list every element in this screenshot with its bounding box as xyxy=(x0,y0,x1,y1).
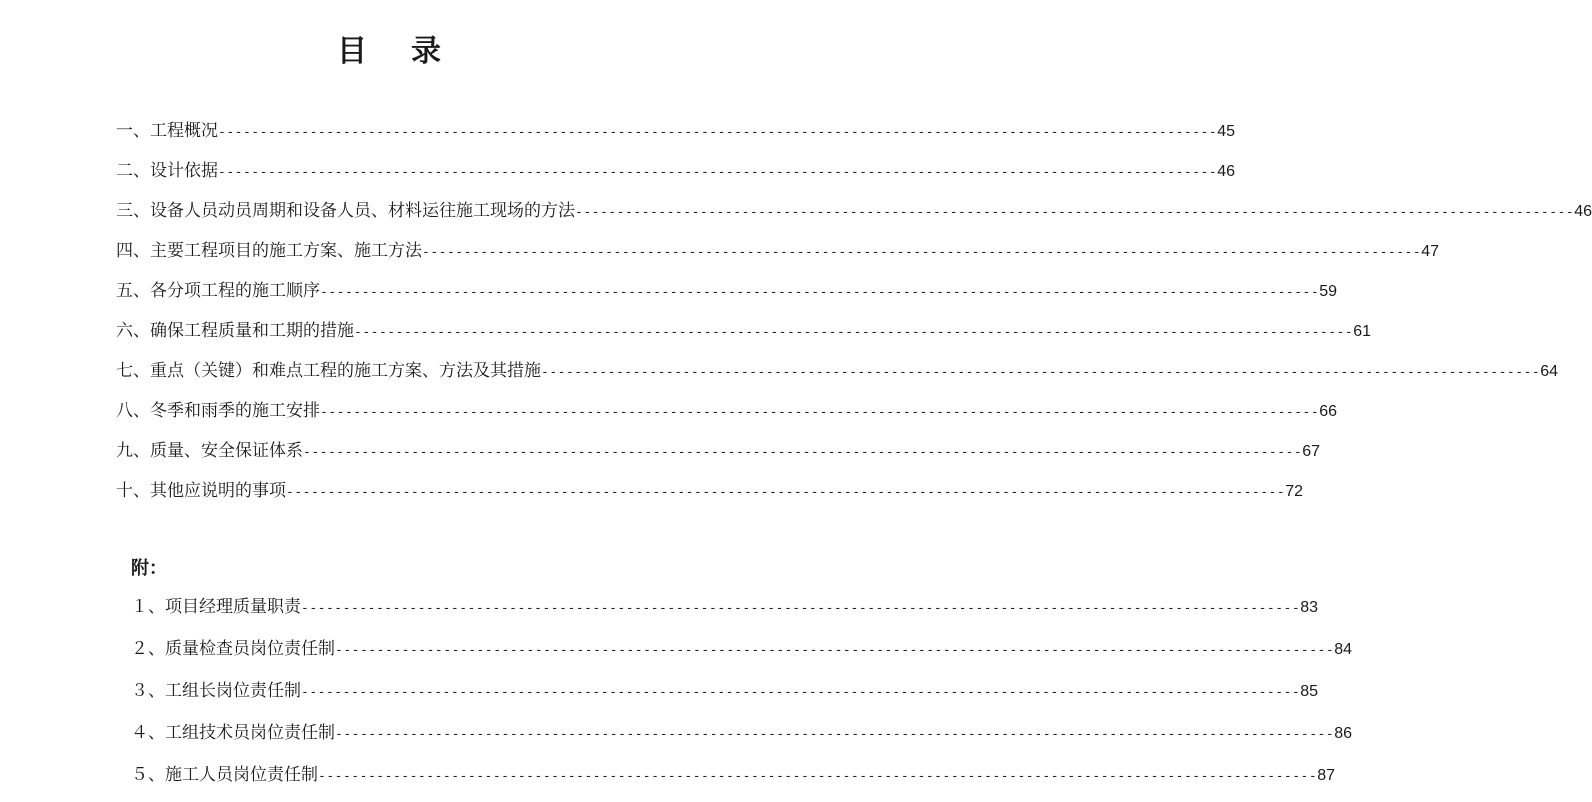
toc-title xyxy=(0,26,778,70)
toc-entry-label: 五、各分项工程的施工顺序 xyxy=(116,281,320,301)
dot-leader: ------------------------------------------------------------------------------------------------------------------------ xyxy=(335,643,1335,658)
toc-entry[interactable] xyxy=(116,116,1235,156)
toc-entry-label: ２、质量检查员岗位责任制 xyxy=(131,639,335,659)
toc-entry-label: 九、质量、安全保证体系 xyxy=(116,441,303,461)
toc-entry[interactable] xyxy=(116,436,1320,476)
toc-entry-page: 47 xyxy=(1421,243,1439,260)
toc-title-char-1: 目 xyxy=(337,34,367,69)
dot-leader: ------------------------------------------------------------------------------------------------------------------------ xyxy=(320,405,1320,420)
toc-entry-label: 十、其他应说明的事项 xyxy=(116,481,286,501)
dot-leader: ------------------------------------------------------------------------------------------------------------------------ xyxy=(541,365,1541,380)
appendix-entry[interactable] xyxy=(131,634,1352,676)
toc-entry-label: ４、工组技术员岗位责任制 xyxy=(131,723,335,743)
toc-entry-page: 85 xyxy=(1300,683,1318,700)
dot-leader: ------------------------------------------------------------------------------------------------------------------------ xyxy=(318,769,1318,784)
dot-leader: ------------------------------------------------------------------------------------------------------------------------ xyxy=(218,125,1218,140)
appendix-entry[interactable] xyxy=(131,676,1318,718)
toc-entry-page: 45 xyxy=(1217,123,1235,140)
toc-entry-label: 四、主要工程项目的施工方案、施工方法 xyxy=(116,241,422,261)
toc-entry-page: 84 xyxy=(1334,641,1352,658)
appendix-heading: 附： xyxy=(131,558,167,579)
toc-entry-label: 八、冬季和雨季的施工安排 xyxy=(116,401,320,421)
toc-entry[interactable] xyxy=(116,276,1337,316)
toc-entry-label: 一、工程概况 xyxy=(116,121,218,141)
toc-entry[interactable] xyxy=(116,476,1303,516)
appendix-entry[interactable] xyxy=(131,718,1352,760)
toc-title-char-2: 录 xyxy=(411,34,441,69)
toc-entry-page: 66 xyxy=(1319,403,1337,420)
toc-entry-label: 七、重点（关键）和难点工程的施工方案、方法及其措施 xyxy=(116,361,541,381)
toc-entry-page: 67 xyxy=(1302,443,1320,460)
toc-entry-page: 64 xyxy=(1540,363,1558,380)
toc-entry-label: １、项目经理质量职责 xyxy=(131,597,301,617)
dot-leader: ------------------------------------------------------------------------------------------------------------------------ xyxy=(320,285,1320,300)
toc-entry[interactable] xyxy=(116,236,1439,276)
toc-entry-page: 83 xyxy=(1300,599,1318,616)
dot-leader: ------------------------------------------------------------------------------------------------------------------------ xyxy=(301,601,1301,616)
dot-leader: ------------------------------------------------------------------------------------------------------------------------ xyxy=(422,245,1422,260)
toc-appendix-list xyxy=(131,592,1352,802)
toc-entry-label: ５、施工人员岗位责任制 xyxy=(131,765,318,785)
toc-entry[interactable] xyxy=(116,196,1592,236)
toc-entry-label: 三、设备人员动员周期和设备人员、材料运往施工现场的方法 xyxy=(116,201,575,221)
dot-leader: ------------------------------------------------------------------------------------------------------------------------ xyxy=(218,165,1218,180)
toc-entry-page: 59 xyxy=(1319,283,1337,300)
toc-entry-page: 46 xyxy=(1217,163,1235,180)
toc-entry-page: 86 xyxy=(1334,725,1352,742)
toc-entry[interactable] xyxy=(116,156,1235,196)
toc-entry[interactable] xyxy=(116,356,1558,396)
dot-leader: ------------------------------------------------------------------------------------------------------------------------ xyxy=(354,325,1354,340)
dot-leader: ------------------------------------------------------------------------------------------------------------------------ xyxy=(335,727,1335,742)
dot-leader: ------------------------------------------------------------------------------------------------------------------------ xyxy=(301,685,1301,700)
toc-entry-label: ３、工组长岗位责任制 xyxy=(131,681,301,701)
toc-main-list xyxy=(116,116,1592,516)
dot-leader: ------------------------------------------------------------------------------------------------------------------------ xyxy=(303,445,1303,460)
toc-entry-page: 61 xyxy=(1353,323,1371,340)
appendix-entry[interactable] xyxy=(131,760,1335,802)
toc-entry-page: 46 xyxy=(1574,203,1592,220)
dot-leader: ------------------------------------------------------------------------------------------------------------------------ xyxy=(575,205,1575,220)
dot-leader: ------------------------------------------------------------------------------------------------------------------------ xyxy=(286,485,1286,500)
toc-entry[interactable] xyxy=(116,316,1371,356)
toc-entry-label: 二、设计依据 xyxy=(116,161,218,181)
toc-entry-page: 72 xyxy=(1285,483,1303,500)
toc-entry[interactable] xyxy=(116,396,1337,436)
toc-entry-page: 87 xyxy=(1317,767,1335,784)
toc-entry-label: 六、确保工程质量和工期的措施 xyxy=(116,321,354,341)
appendix-entry[interactable] xyxy=(131,592,1318,634)
